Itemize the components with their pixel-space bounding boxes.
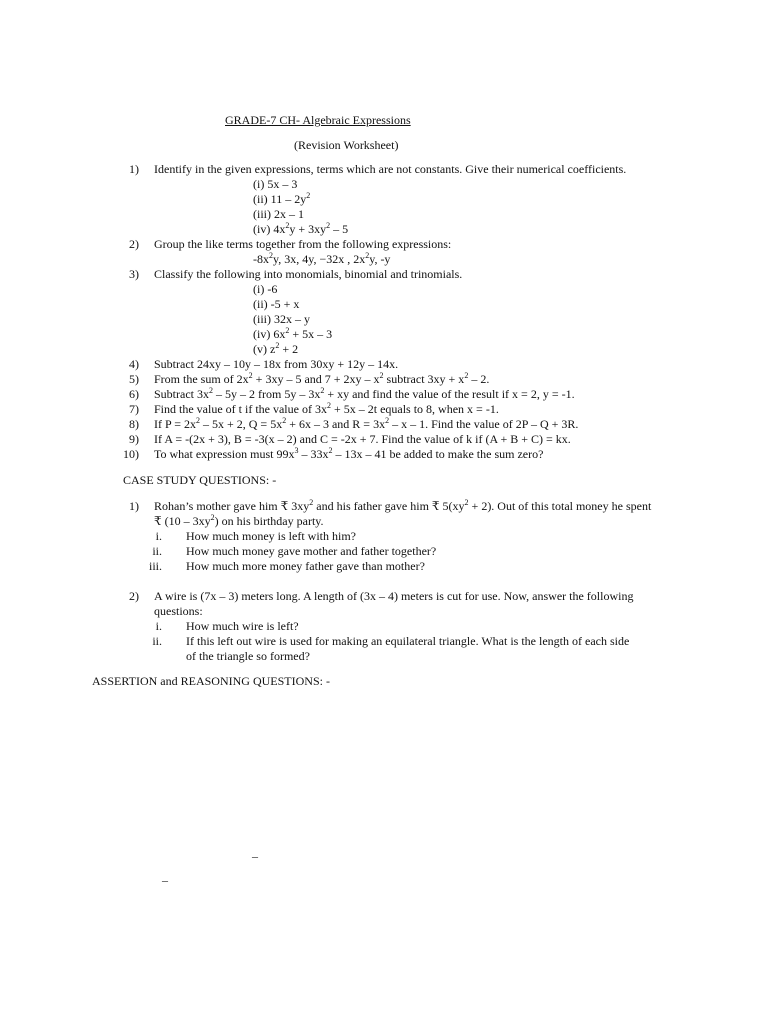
stray-dash-mark: –: [252, 849, 258, 863]
sub-text: How much wire is left?: [186, 619, 299, 633]
sub-number: i.: [155, 619, 162, 633]
question-number: 2): [129, 589, 139, 603]
sub-item: (iv) $4x^2y + 3xy^2 - 5$: [253, 221, 349, 236]
sub-question: [114, 529, 674, 544]
sub-question: [114, 544, 674, 559]
question-2: [114, 237, 674, 252]
page-title: GRADE-7 CH- Algebraic Expressions: [225, 113, 411, 127]
question-8: [114, 417, 674, 432]
question-text: Subtract $3x^2 - 5y - 2$ from $5y - 3x^2$ + xy and find the value of the result if x = 2, y = -1.: [154, 386, 575, 401]
sub-text: How much more money father gave than mother?: [186, 559, 425, 573]
sub-item: (iii) 32x – y: [253, 312, 310, 326]
question-text: If $P = 2x^2 - 5x + 2$, $Q = 5x^2 + 6x - 3$ and $R = 3x^2 - x - 1$. Find the value of 2P – Q + 3R.: [154, 416, 579, 431]
question-9: [114, 432, 674, 447]
sub-text-cont: of the triangle so formed?: [186, 649, 310, 663]
question-10: [114, 447, 674, 462]
sub-item: (ii) $11 - 2y^2$: [253, 191, 311, 206]
question-text-cont: [114, 604, 674, 619]
question-1: [114, 162, 674, 177]
case-question-line: [114, 499, 674, 514]
sub-number: ii.: [152, 544, 162, 558]
question-number: 3): [129, 267, 139, 281]
sub-item: (i) 5x – 3: [253, 177, 298, 191]
sub-item: (iii) 2x – 1: [253, 207, 304, 221]
page-subtitle: (Revision Worksheet): [294, 138, 399, 152]
sub-question: [114, 634, 674, 649]
question-text: A wire is (7x – 3) meters long. A length of (3x – 4) meters is cut for use. Now, answer the following: [154, 589, 634, 603]
sub-item: (v) $z^2 + 2$: [253, 341, 299, 356]
sub-number: iii.: [148, 559, 162, 573]
question-number: 8): [129, 417, 139, 431]
question-number: 10): [123, 447, 139, 461]
question-number: 1): [129, 162, 139, 176]
assertion-heading: ASSERTION and REASONING QUESTIONS: -: [92, 674, 330, 688]
question-number: 6): [129, 387, 139, 401]
question-6: [114, 387, 674, 402]
sub-item: (i) -6: [253, 282, 278, 296]
question-3: [114, 267, 674, 282]
sub-item: (ii) -5 + x: [253, 297, 300, 311]
question-text: To what expression must $99x^3 - 33x^2 - 13x - 41$ be added to make the sum zero?: [154, 446, 544, 461]
sub-text: If this left out wire is used for making an equilateral triangle. What is the length of each side: [186, 634, 630, 648]
sub-item: $-8x^2y$, 3x, 4y, −32x , $2x^2y$, -y: [253, 251, 391, 266]
case-question-line: [114, 589, 674, 604]
sub-text: How much money is left with him?: [186, 529, 356, 543]
sub-item: (iv) $6x^2 + 5x - 3$: [253, 326, 333, 341]
question-number: 4): [129, 357, 139, 371]
question-text: ₹ $(10 - 3xy^2)$ on his birthday party.: [154, 513, 324, 528]
question-number: 5): [129, 372, 139, 386]
question-text: From the sum of $2x^2 + 3xy - 5$ and $7 + 2xy - x^2$ subtract $3xy + x^2 - 2$.: [154, 371, 490, 386]
question-text: Identify in the given expressions, terms which are not constants. Give their numerical coefficients.: [154, 162, 627, 176]
sub-question: [114, 619, 674, 634]
question-number: 1): [129, 499, 139, 513]
sub-number: i.: [155, 529, 162, 543]
question-4: [114, 357, 674, 372]
question-number: 7): [129, 402, 139, 416]
sub-number: ii.: [152, 634, 162, 648]
case-study-heading: CASE STUDY QUESTIONS: -: [123, 473, 277, 487]
question-list: [114, 162, 674, 462]
question-text: Rohan’s mother gave him ₹ $3xy^2$ and his father gave him ₹ $5(xy^2 + 2)$. Out of this total money he spent: [154, 498, 652, 513]
question-5: [114, 372, 674, 387]
question-text: Group the like terms together from the following expressions:: [154, 237, 452, 251]
question-number: 2): [129, 237, 139, 251]
question-text: Find the value of t if the value of $3x^2 + 5x - 2t$ equals to 8, when x = -1.: [154, 401, 499, 416]
question-text-cont: [114, 514, 674, 529]
question-text: Subtract 24xy – 10y – 18x from 30xy + 12y – 14x.: [154, 357, 399, 371]
question-7: [114, 402, 674, 417]
case-study-question-1: [114, 499, 674, 574]
sub-question: [114, 559, 674, 574]
question-text: If A = -(2x + 3), B = -3(x – 2) and C = -2x + 7. Find the value of k if (A + B + C) = kx.: [154, 432, 571, 446]
question-text: questions:: [154, 604, 203, 618]
question-text: Classify the following into monomials, binomial and trinomials.: [154, 267, 463, 281]
question-number: 9): [129, 432, 139, 446]
case-study-question-2: [114, 589, 674, 664]
sub-text: How much money gave mother and father together?: [186, 544, 437, 558]
stray-dash-mark: –: [162, 873, 168, 887]
